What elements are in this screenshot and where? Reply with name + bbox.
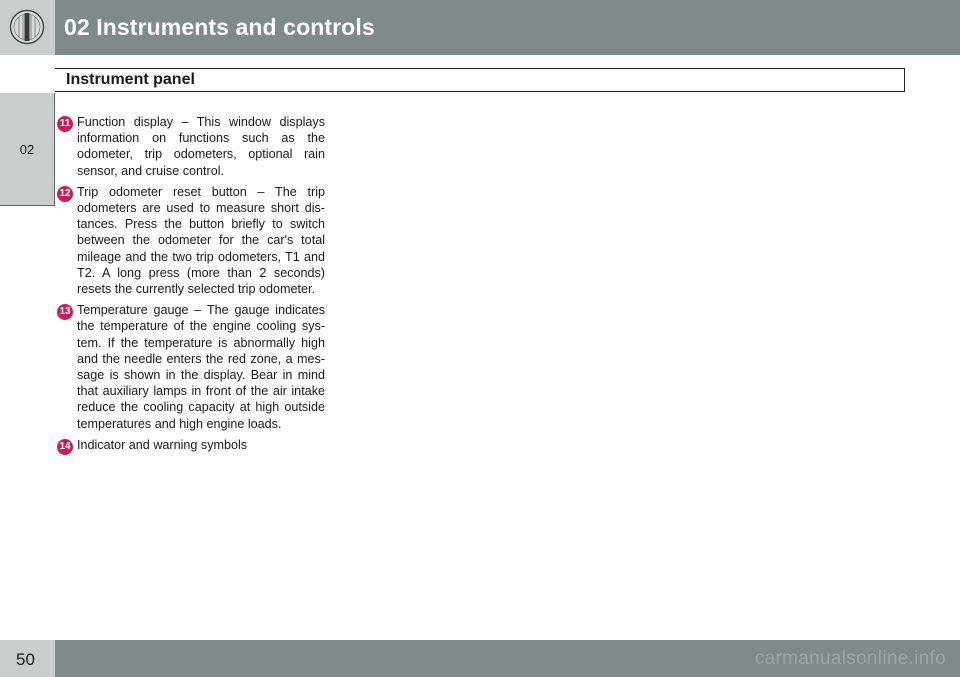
page-footer <box>0 640 960 677</box>
page-number-box <box>0 640 55 677</box>
chapter-tab-label: 02 <box>19 142 35 157</box>
list-item <box>57 184 325 297</box>
item-text: Temperature gauge – The gauge indicates the temperature of the engine cooling sys-tem. If the temperature is abnormally high and the needle enters the red zone, a mes-sage is shown in the display. Bear in mind that auxiliary lamps in front of the air intake reduce the cooling capacity at high outside temperatures and high engine loads. <box>77 303 325 431</box>
item-number-badge: 12 <box>57 186 73 202</box>
logo-container <box>0 0 55 55</box>
chapter-header <box>0 0 960 55</box>
section-title: Instrument panel <box>66 71 195 88</box>
chapter-title: 02 Instruments and controls <box>64 14 375 40</box>
section-heading-box <box>55 68 905 92</box>
list-item <box>57 302 325 432</box>
page-number: 50 <box>16 650 35 669</box>
item-text: Trip odometer reset button – The trip odometers are used to measure short dis-tances. Press the button briefly to switch between the odometer for the car's total mileage and the two trip odometers, T1 and T2. A long press (more than 2 seconds) resets the currently selected trip odometer. <box>77 184 325 297</box>
item-text: Indicator and warning symbols <box>77 437 248 452</box>
item-number-badge: 11 <box>57 116 73 132</box>
watermark: carmanualsonline.info <box>754 648 946 669</box>
item-text: Function display – This window displays information on functions such as the odometer, trip odometers, optional rain sensor, and cruise control. <box>77 115 325 178</box>
volvo-logo-icon <box>9 9 45 45</box>
list-item <box>57 114 325 179</box>
item-list <box>57 114 325 458</box>
list-item <box>57 437 325 453</box>
item-number-badge: 14 <box>57 439 73 455</box>
item-number-badge: 13 <box>57 304 73 320</box>
chapter-side-tab <box>0 93 55 206</box>
